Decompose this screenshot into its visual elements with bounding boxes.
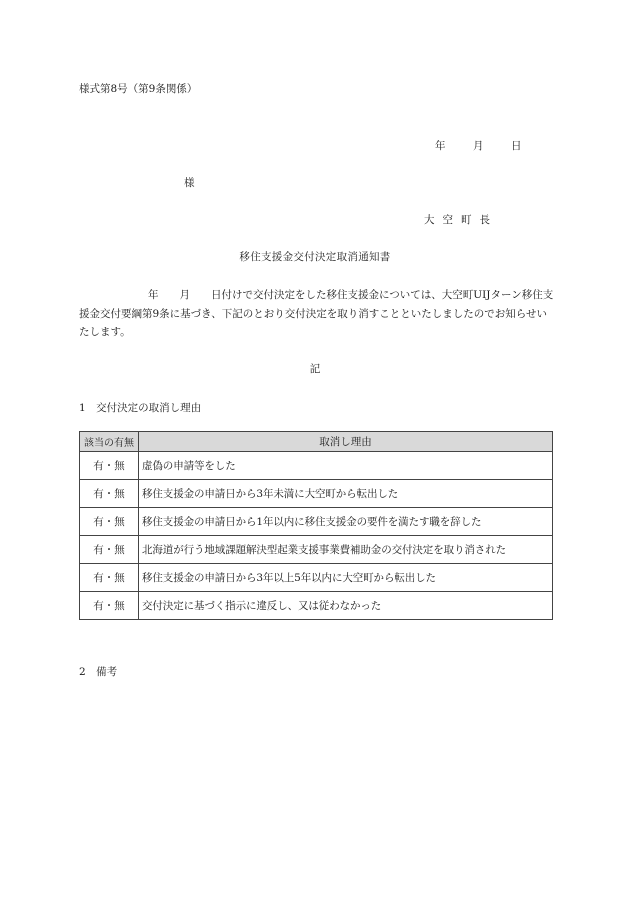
reason-cell: 移住支援金の申請日から1年以内に移住支援金の要件を満たす職を辞した bbox=[139, 508, 553, 536]
check-cell[interactable]: 有・無 bbox=[80, 564, 139, 592]
check-cell[interactable]: 有・無 bbox=[80, 452, 139, 480]
date-year: 年 bbox=[435, 140, 446, 152]
reason-cell: 移住支援金の申請日から3年以上5年以内に大空町から転出した bbox=[139, 564, 553, 592]
ki-heading: 記 bbox=[309, 363, 321, 375]
check-cell[interactable]: 有・無 bbox=[80, 592, 139, 620]
reason-cell: 移住支援金の申請日から3年未満に大空町から転出した bbox=[139, 480, 553, 508]
table-row bbox=[80, 508, 553, 536]
table-row bbox=[80, 452, 553, 480]
reason-cell: 虚偽の申請等をした bbox=[139, 452, 553, 480]
date-line bbox=[435, 138, 522, 153]
table-row bbox=[80, 564, 553, 592]
table-row bbox=[80, 536, 553, 564]
check-cell[interactable]: 有・無 bbox=[80, 480, 139, 508]
section-1-heading: 1 交付決定の取消し理由 bbox=[79, 402, 202, 414]
check-cell[interactable]: 有・無 bbox=[80, 536, 139, 564]
reason-cell: 交付決定に基づく指示に違反し、又は従わなかった bbox=[139, 592, 553, 620]
recipient-suffix: 様 bbox=[184, 177, 195, 189]
table-row bbox=[80, 480, 553, 508]
cancellation-reasons-table bbox=[79, 431, 553, 620]
date-day: 日 bbox=[511, 140, 522, 152]
header-check: 該当の有無 bbox=[80, 432, 139, 452]
section-2-heading: 2 備考 bbox=[79, 666, 118, 678]
reason-cell: 北海道が行う地域課題解決型起業支援事業費補助金の交付決定を取り消された bbox=[139, 536, 553, 564]
check-cell[interactable]: 有・無 bbox=[80, 508, 139, 536]
table-row bbox=[80, 592, 553, 620]
document-title: 移住支援金交付決定取消通知書 bbox=[239, 251, 391, 263]
date-month: 月 bbox=[473, 140, 484, 152]
body-text: 年 月 日付けで交付決定をした移住支援金については、大空町UIJターン移住支援金交付要綱第9条に基づき、下記のとおり交付決定を取り消すことといたしましたのでお知らせいたします。 bbox=[79, 289, 554, 338]
header-reason: 取消し理由 bbox=[139, 432, 553, 452]
table-header-row bbox=[80, 432, 553, 452]
form-number: 様式第8号（第9条関係） bbox=[79, 83, 198, 95]
issuer-name: 大空町長 bbox=[424, 214, 498, 226]
